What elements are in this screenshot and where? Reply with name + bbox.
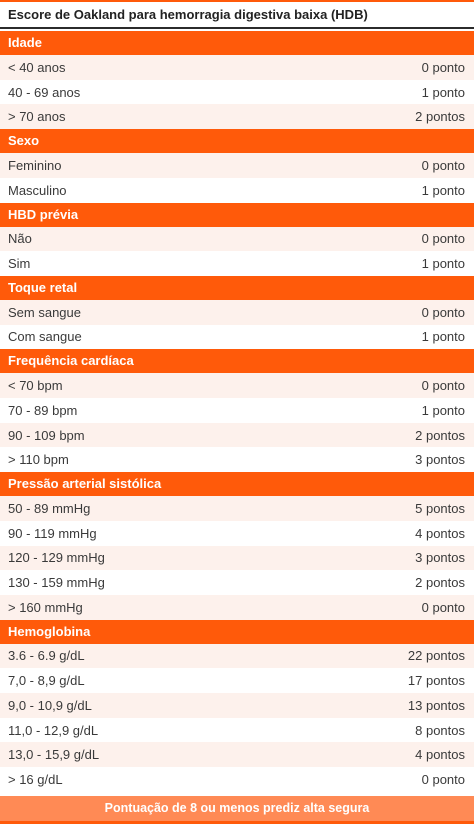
points-value: 1 ponto	[421, 329, 465, 345]
points-value: 0 ponto	[421, 378, 465, 394]
points-value: 3 pontos	[415, 452, 465, 468]
section-header: HBD prévia	[0, 203, 474, 227]
table-row	[0, 55, 474, 80]
table-title: Escore de Oakland para hemorragia digestiva baixa (HDB)	[0, 2, 474, 29]
table-row	[0, 718, 474, 743]
footer-note: Pontuação de 8 ou menos prediz alta segura	[0, 796, 474, 821]
table-row	[0, 570, 474, 595]
points-value: 8 pontos	[415, 722, 465, 738]
table-row	[0, 546, 474, 571]
criterion-label: 70 - 89 bpm	[8, 402, 78, 418]
section-header: Hemoglobina	[0, 620, 474, 644]
points-value: 0 ponto	[421, 59, 465, 75]
points-value: 4 pontos	[415, 525, 465, 541]
table-row	[0, 767, 474, 792]
table-row	[0, 153, 474, 178]
points-value: 1 ponto	[421, 256, 465, 272]
criterion-label: 7,0 - 8,9 g/dL	[8, 673, 85, 689]
criterion-label: 90 - 119 mmHg	[8, 525, 97, 541]
section-header: Pressão arterial sistólica	[0, 472, 474, 496]
points-value: 1 ponto	[421, 182, 465, 198]
section-header: Idade	[0, 31, 474, 55]
points-value: 1 ponto	[421, 84, 465, 100]
table-row	[0, 398, 474, 423]
criterion-label: Feminino	[8, 157, 62, 173]
criterion-label: Com sangue	[8, 329, 82, 345]
points-value: 2 pontos	[415, 427, 465, 443]
criterion-label: 3.6 - 6.9 g/dL	[8, 648, 85, 664]
section-header: Frequência cardíaca	[0, 349, 474, 373]
criterion-label: Sem sangue	[8, 304, 81, 320]
criterion-label: 11,0 - 12,9 g/dL	[8, 722, 99, 738]
table-row	[0, 423, 474, 448]
points-value: 2 pontos	[415, 575, 465, 591]
criterion-label: Masculino	[8, 182, 67, 198]
table-row	[0, 251, 474, 276]
table-row	[0, 227, 474, 252]
points-value: 0 ponto	[421, 599, 465, 615]
table-row	[0, 104, 474, 129]
table-row	[0, 693, 474, 718]
criterion-label: 9,0 - 10,9 g/dL	[8, 697, 92, 713]
section-header: Toque retal	[0, 276, 474, 300]
criterion-label: 120 - 129 mmHg	[8, 550, 105, 566]
points-value: 0 ponto	[421, 157, 465, 173]
criterion-label: < 70 bpm	[8, 378, 63, 394]
table-row	[0, 644, 474, 669]
points-value: 2 pontos	[415, 109, 465, 125]
points-value: 0 ponto	[421, 771, 465, 787]
points-value: 13 pontos	[407, 697, 465, 713]
table-row	[0, 80, 474, 105]
table-row	[0, 447, 474, 472]
criterion-label: 90 - 109 bpm	[8, 427, 85, 443]
table-row	[0, 325, 474, 350]
table-row	[0, 178, 474, 203]
points-value: 22 pontos	[407, 648, 465, 664]
points-value: 5 pontos	[415, 500, 465, 516]
criterion-label: Sim	[8, 256, 31, 272]
criterion-label: 40 - 69 anos	[8, 84, 81, 100]
table-row	[0, 300, 474, 325]
points-value: 3 pontos	[415, 550, 465, 566]
criterion-label: > 16 g/dL	[8, 771, 63, 787]
table-row	[0, 521, 474, 546]
criterion-label: 130 - 159 mmHg	[8, 575, 105, 591]
table-row	[0, 373, 474, 398]
criterion-label: 50 - 89 mmHg	[8, 500, 91, 516]
table-row	[0, 742, 474, 767]
points-value: 1 ponto	[421, 402, 465, 418]
points-value: 0 ponto	[421, 304, 465, 320]
criterion-label: > 70 anos	[8, 109, 66, 125]
points-value: 0 ponto	[421, 231, 465, 247]
table-row	[0, 595, 474, 620]
table-row	[0, 668, 474, 693]
criterion-label: Não	[8, 231, 32, 247]
points-value: 17 pontos	[407, 673, 465, 689]
table-row	[0, 496, 474, 521]
section-header: Sexo	[0, 129, 474, 153]
criterion-label: < 40 anos	[8, 59, 66, 75]
criterion-label: > 110 bpm	[8, 452, 69, 468]
points-value: 4 pontos	[415, 747, 465, 763]
criterion-label: > 160 mmHg	[8, 599, 83, 615]
criterion-label: 13,0 - 15,9 g/dL	[8, 747, 100, 763]
